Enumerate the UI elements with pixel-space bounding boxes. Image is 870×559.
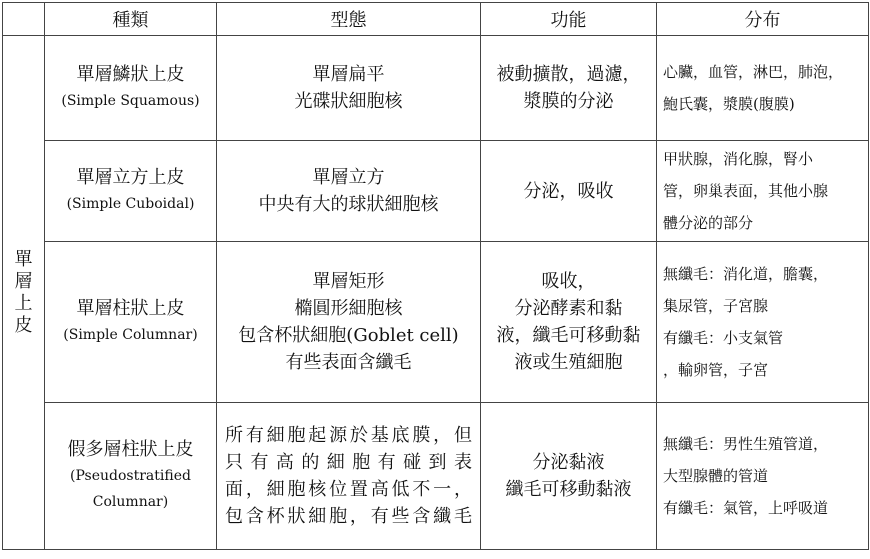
form-line: 面，細胞核位置高低不一， xyxy=(225,479,472,500)
group-label-char: 層 xyxy=(14,270,33,292)
function-cell xyxy=(481,36,657,141)
type-name-zh: 單層鱗狀上皮 xyxy=(76,64,185,85)
distribution-cell xyxy=(657,141,869,242)
type-cell xyxy=(45,403,217,550)
form-cell xyxy=(217,36,481,141)
form-line: 單層扁平 xyxy=(312,64,385,85)
distribution-line: 有纖毛：氣管，上呼吸道 xyxy=(663,499,829,517)
header-row xyxy=(3,3,869,36)
form-line: 中央有大的球狀細胞核 xyxy=(258,194,439,215)
form-line: 只有高的細胞有碰到表 xyxy=(225,452,472,473)
distribution-cell xyxy=(657,36,869,141)
type-name-en: (Simple Columnar) xyxy=(63,327,198,343)
function-line: 吸收， xyxy=(541,271,596,292)
group-label-char: 單 xyxy=(14,248,33,270)
function-cell xyxy=(481,141,657,242)
form-line: 橢圓形細胞核 xyxy=(294,298,403,319)
function-line: 被動擴散，過濾， xyxy=(496,64,641,85)
distribution-line: 無纖毛：消化道，膽囊， xyxy=(663,265,829,283)
form-line: 光碟狀細胞核 xyxy=(294,91,403,112)
table-row xyxy=(3,242,869,403)
form-cell xyxy=(217,403,481,550)
form-cell xyxy=(217,141,481,242)
type-cell xyxy=(45,242,217,403)
table-row xyxy=(3,36,869,141)
function-line: 分泌酵素和黏 xyxy=(514,298,623,319)
type-cell xyxy=(45,36,217,141)
distribution-line: 心臟，血管，淋巴，肺泡， xyxy=(663,63,844,81)
distribution-cell xyxy=(657,242,869,403)
function-line: 分泌黏液 xyxy=(532,452,605,473)
form-line: 單層立方 xyxy=(312,167,385,188)
distribution-line: 鮑氏囊，漿膜(腹膜) xyxy=(663,95,795,113)
distribution-line: 無纖毛：男性生殖管道， xyxy=(663,435,829,453)
distribution-line: 管，卵巢表面，其他小腺 xyxy=(663,182,829,200)
header-type: 種類 xyxy=(45,3,217,36)
form-line: 單層矩形 xyxy=(312,271,385,292)
type-name-en: (Pseudostratified xyxy=(70,468,191,484)
distribution-cell xyxy=(657,403,869,550)
distribution-line: 體分泌的部分 xyxy=(663,214,754,232)
form-line: 包含杯狀細胞(Goblet cell) xyxy=(238,325,459,346)
function-cell xyxy=(481,242,657,403)
type-name-zh: 單層柱狀上皮 xyxy=(76,298,185,319)
group-label xyxy=(3,36,45,550)
function-line: 液，纖毛可移動黏 xyxy=(496,325,641,346)
distribution-line: 大型腺體的管道 xyxy=(663,467,769,485)
table-row xyxy=(3,403,869,550)
table-row xyxy=(3,141,869,242)
form-line: 所有細胞起源於基底膜，但 xyxy=(225,425,472,446)
header-function: 功能 xyxy=(481,3,657,36)
form-line: 有些表面含纖毛 xyxy=(285,352,412,373)
header-form: 型態 xyxy=(217,3,481,36)
group-label-char: 上 xyxy=(14,292,33,314)
form-line: 包含杯狀細胞，有些含纖毛 xyxy=(225,506,472,527)
function-line: 纖毛可移動黏液 xyxy=(505,479,632,500)
function-line: 漿膜的分泌 xyxy=(523,91,614,112)
type-name-zh: 單層立方上皮 xyxy=(76,167,185,188)
type-name-zh: 假多層柱狀上皮 xyxy=(67,439,194,460)
group-label-char: 皮 xyxy=(14,314,33,336)
distribution-line: ，輸卵管，子宮 xyxy=(663,361,769,379)
distribution-line: 集尿管，子宮腺 xyxy=(663,297,769,315)
epithelium-table xyxy=(2,2,869,550)
header-corner xyxy=(3,3,45,36)
type-name-en: Columnar) xyxy=(92,494,169,510)
type-cell xyxy=(45,141,217,242)
function-line: 液或生殖細胞 xyxy=(514,352,623,373)
function-cell xyxy=(481,403,657,550)
header-distribution: 分布 xyxy=(657,3,869,36)
type-name-en: (Simple Cuboidal) xyxy=(66,196,195,212)
type-name-en: (Simple Squamous) xyxy=(61,93,200,109)
form-cell xyxy=(217,242,481,403)
distribution-line: 有纖毛：小支氣管 xyxy=(663,329,784,347)
distribution-line: 甲狀腺，消化腺，腎小 xyxy=(663,150,814,168)
function-line: 分泌，吸收 xyxy=(523,180,614,202)
